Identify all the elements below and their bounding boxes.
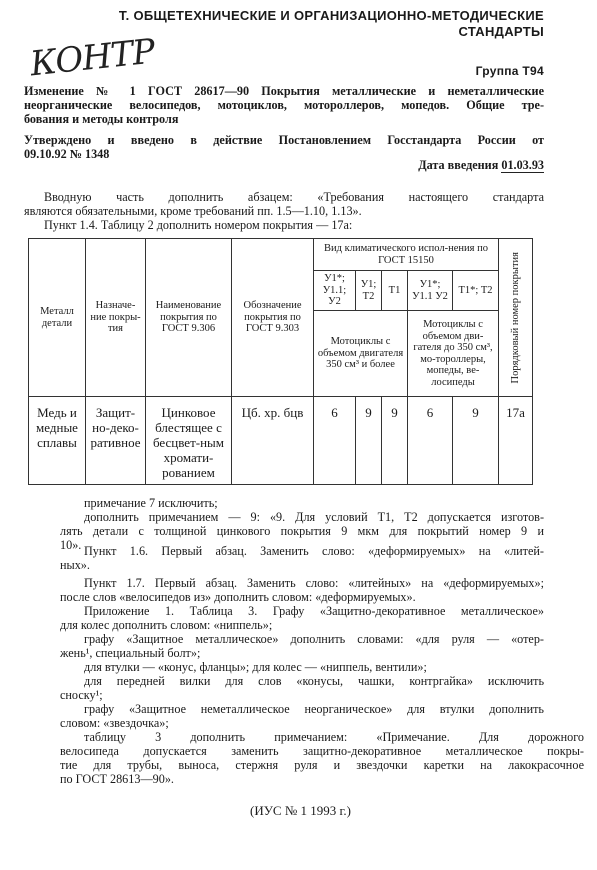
cell-value-1: 6	[314, 397, 356, 485]
body-line-2: дополнить примечанием — 9: «9. Для условий Т1, Т2 допускается изготов-	[84, 510, 544, 524]
header-order-number	[499, 239, 533, 397]
body-line-6: ных».	[60, 558, 90, 572]
body-line-17: словом: «звездочка»;	[60, 716, 169, 730]
cell-order: 17а	[499, 397, 533, 485]
header-climate-c3: Т1	[382, 271, 408, 311]
header-designation: Обозначение покрытия по ГОСТ 9.303	[232, 239, 314, 397]
intro-line2: являются обязательными, кроме требований пп. 1.5—1.10, 1.13».	[24, 204, 362, 218]
handwritten-mark: КОНТР	[28, 31, 157, 85]
body-line-7: Пункт 1.7. Первый абзац. Заменить слово: «литейных» на «деформируемых»;	[84, 576, 544, 590]
body-line-8: после слов «велосипедов из» дополнить словом: «деформируемых».	[60, 590, 416, 604]
body-line-15: сноску¹;	[60, 688, 103, 702]
body-line-20: тие для трубы, выноса, стержня руля и звездочки каретки на лакокрасочное	[60, 758, 584, 772]
body-line-4: 10».	[60, 538, 82, 552]
effective-date-label: Дата введения	[418, 158, 499, 172]
header-purpose: Назначе-ние покры-тия	[86, 239, 146, 397]
body-line-16: графу «Защитное неметаллическое неорганическое» для втулки дополнить	[84, 702, 544, 716]
intro-line1: Вводную часть дополнить абзацем: «Требования настоящего стандарта	[44, 190, 544, 204]
publication-footer: (ИУС № 1 1993 г.)	[250, 803, 351, 818]
header-small-vehicles: Мотоциклы с объемом дви-гателя до 350 см³, мо-тороллеры, мопеды, ве-лосипеды	[408, 311, 499, 397]
amendment-title-line1: Изменение № 1 ГОСТ 28617—90 Покрытия металлические и неметаллические	[24, 84, 544, 98]
amendment-title-line3: бования и методы контроля	[24, 112, 179, 126]
body-line-10: для колес дополнить словом: «ниппель»;	[60, 618, 273, 632]
header-metal: Металл детали	[29, 239, 86, 397]
cell-designation: Цб. хр. бцв	[232, 397, 314, 485]
header-climate-c5: Т1*; Т2	[453, 271, 499, 311]
cell-value-2: 9	[356, 397, 382, 485]
coatings-table	[28, 238, 533, 485]
header-order-number-text: Порядковый номер покрытия	[509, 251, 521, 384]
body-line-19: велосипеда допускается заменить защитно-декоративное металлическое покры-	[60, 744, 584, 758]
body-line-9: Приложение 1. Таблица 3. Графу «Защитно-декоративное металлическое»	[84, 604, 544, 618]
body-line-21: по ГОСТ 28613—90».	[60, 772, 174, 786]
body-line-11: графу «Защитное металлическое» дополнить словами: «для руля — «отер-	[84, 632, 544, 646]
approved-line2: 09.10.92 № 1348	[24, 147, 110, 161]
cell-value-5: 9	[453, 397, 499, 485]
header-climate-c2: У1; Т2	[356, 271, 382, 311]
cell-value-4: 6	[408, 397, 453, 485]
body-line-5: Пункт 1.6. Первый абзац. Заменить слово: «деформируемых» на «литей-	[84, 544, 544, 558]
intro-line3: Пункт 1.4. Таблицу 2 дополнить номером покрытия — 17а:	[44, 218, 353, 232]
cell-coating-name: Цинковое блестящее с бесцвет-ным хромати-рованием	[146, 397, 232, 485]
header-coating-name: Наименование покрытия по ГОСТ 9.306	[146, 239, 232, 397]
body-line-13: для втулки — «конус, фланцы»; для колес — «ниппель, вентили»;	[84, 660, 427, 674]
header-climate-c4: У1*; У1.1 У2	[408, 271, 453, 311]
approved-line1: Утверждено и введено в действие Постановлением Госстандарта России от	[24, 133, 544, 147]
table-row	[29, 397, 533, 485]
body-line-14: для передней вилки для слов «конусы, чашки, контргайка» исключить	[84, 674, 544, 688]
body-line-3: лять детали с толщиной цинкового покрытия 9 мкм для покрытий номер 9 и	[60, 524, 544, 538]
cell-purpose: Защит-но-деко-ративное	[86, 397, 146, 485]
header-motorcycles-large: Мотоциклы с объемом двигателя 350 см³ и более	[314, 311, 408, 397]
body-line-1: примечание 7 исключить;	[84, 496, 218, 510]
section-title-line2: СТАНДАРТЫ	[458, 24, 544, 39]
body-line-12: жень¹, специальный болт»;	[60, 646, 201, 660]
section-title-line1: Т. ОБЩЕТЕХНИЧЕСКИЕ И ОРГАНИЗАЦИОННО-МЕТОДИЧЕСКИЕ	[118, 8, 544, 23]
body-line-18: таблицу 3 дополнить примечанием: «Примечание. Для дорожного	[84, 730, 584, 744]
effective-date-value: 01.03.93	[501, 158, 544, 172]
amendment-title-line2: неорганические велосипедов, мотоциклов, мотороллеров, мопедов. Общие тре-	[24, 98, 544, 112]
effective-date	[360, 158, 544, 173]
cell-value-3: 9	[382, 397, 408, 485]
cell-metal: Медь и медные сплавы	[29, 397, 86, 485]
header-climate-c1: У1*; У1.1; У2	[314, 271, 356, 311]
header-climate: Вид климатического испол-нения по ГОСТ 15150	[314, 239, 499, 271]
group-label: Группа Т94	[475, 64, 544, 78]
